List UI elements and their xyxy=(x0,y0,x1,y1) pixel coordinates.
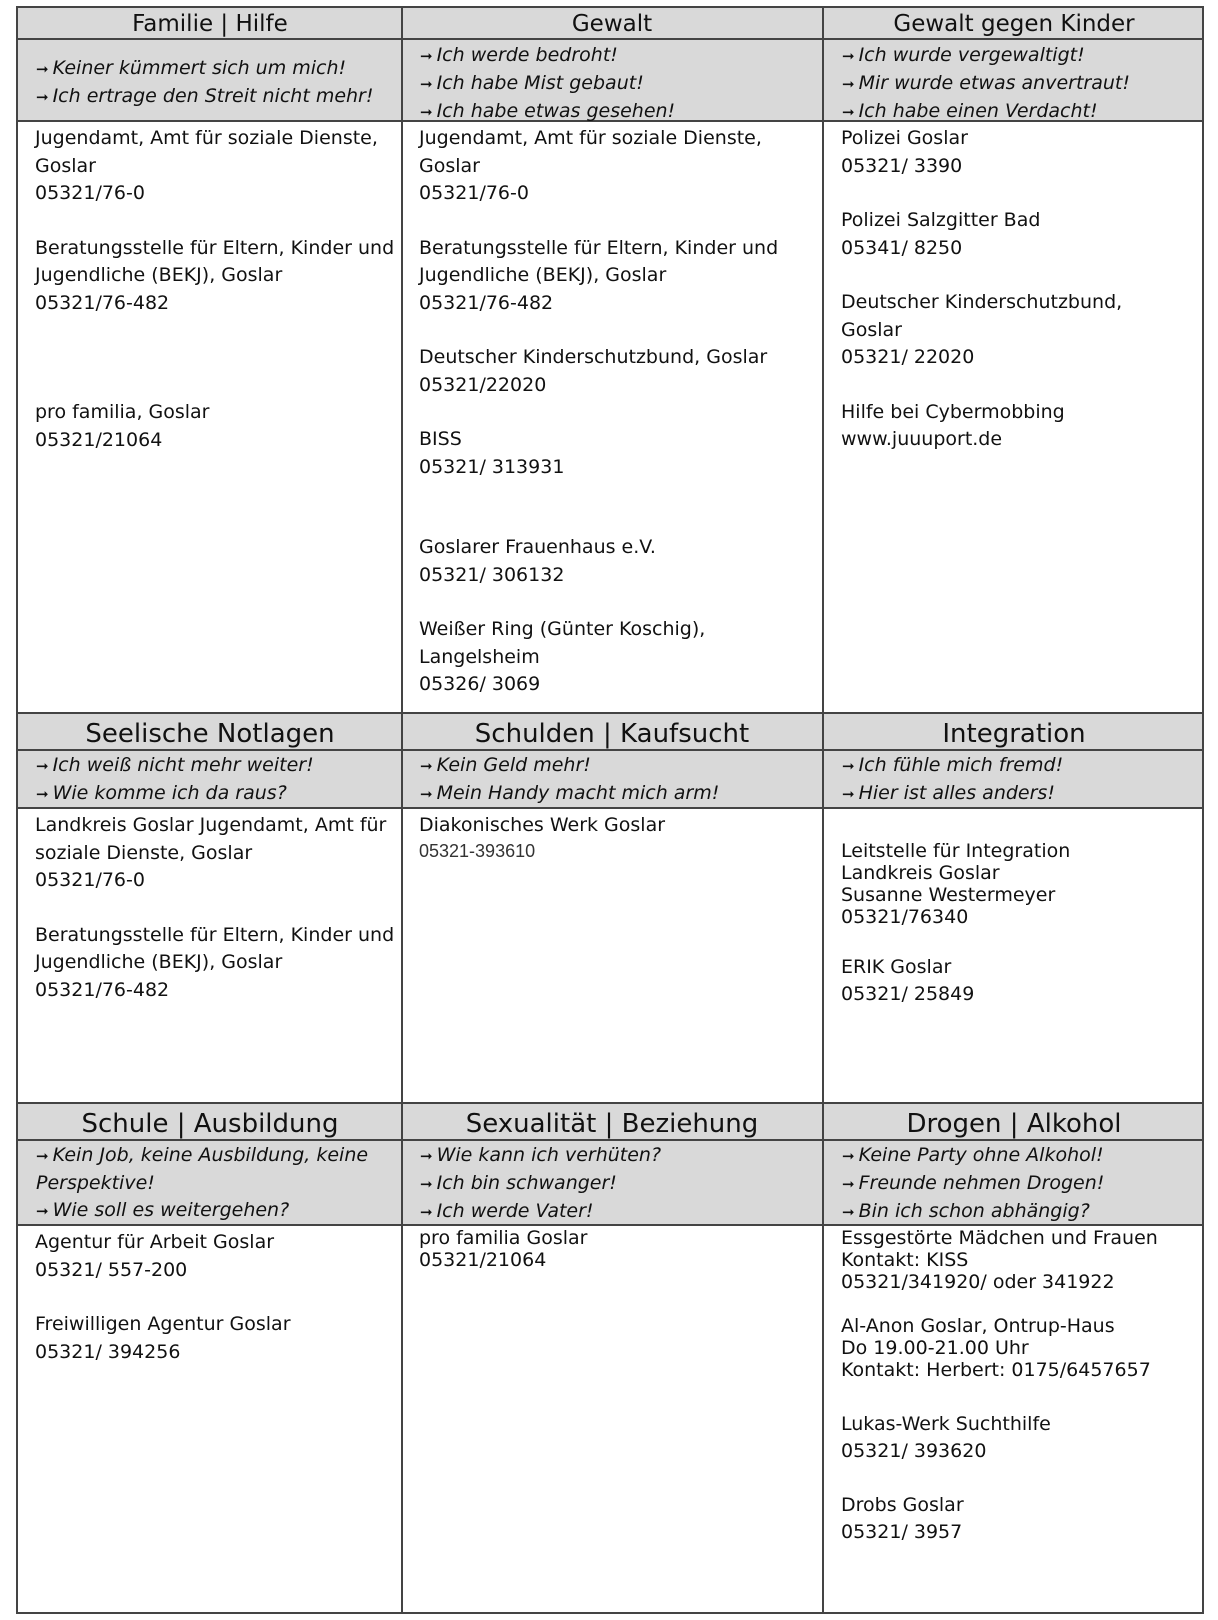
prompt-list xyxy=(824,42,1204,126)
contact-phone: 05321/ 3957 xyxy=(841,1521,963,1543)
rule-title-2 xyxy=(18,749,1202,751)
contact-phone: 05321/76340 xyxy=(841,906,969,928)
contact-phone: 05321/ 557-200 xyxy=(35,1258,188,1281)
prompt-item: ➞ Keine Party ohne Alkohol! xyxy=(842,1144,1104,1166)
contact-entry xyxy=(419,344,816,399)
section-title: Gewalt xyxy=(571,11,653,37)
contact-phone: 05321/76-0 xyxy=(35,869,145,891)
contact-link[interactable]: www.juuuport.de xyxy=(841,428,1003,450)
contact-phone: 05321/22020 xyxy=(419,373,547,396)
prompt-item: ➞ Ich fühle mich fremd! xyxy=(842,754,1064,776)
arrow-icon: ➞ xyxy=(420,1147,433,1165)
arrow-icon: ➞ xyxy=(842,757,855,775)
contact-entry xyxy=(841,289,1198,372)
rule-title-1 xyxy=(18,38,1202,40)
arrow-icon: ➞ xyxy=(36,757,49,775)
contact-line: Jugendamt, Amt für soziale Dienste, xyxy=(35,127,378,149)
contact-line: Goslar xyxy=(35,154,96,177)
help-directory-table xyxy=(16,6,1204,1614)
arrow-icon: ➞ xyxy=(420,1203,433,1221)
contact-list xyxy=(402,812,822,862)
contact-entry xyxy=(35,812,396,895)
prompt-item: ➞ Kein Geld mehr! xyxy=(420,754,591,776)
contact-line: Landkreis Goslar xyxy=(841,862,1000,884)
prompt-item: ➞ Ich habe Mist gebaut! xyxy=(420,72,644,94)
arrow-icon: ➞ xyxy=(842,1175,855,1193)
contact-line: Beratungsstelle für Eltern, Kinder und xyxy=(35,236,395,259)
contact-line: Deutscher Kinderschutzbund, Goslar xyxy=(419,346,768,368)
section-title: Sexualität | Beziehung xyxy=(465,1109,759,1139)
arrow-icon: ➞ xyxy=(842,785,855,803)
section-title: Seelische Notlagen xyxy=(85,719,335,749)
section-title: Familie | Hilfe xyxy=(132,11,288,37)
contact-line: Goslar xyxy=(841,318,902,341)
arrow-icon: ➞ xyxy=(842,103,855,121)
contact-entry xyxy=(35,125,396,208)
contact-phone: Kontakt: Herbert: 0175/6457657 xyxy=(841,1359,1151,1381)
prompt-item: ➞ Wie soll es weitergehen? xyxy=(36,1199,290,1221)
contact-entry xyxy=(841,125,1198,180)
prompt-item: ➞ Ich bin schwanger! xyxy=(420,1172,617,1194)
contact-line: Deutscher Kinderschutzbund, xyxy=(841,291,1123,313)
contact-phone: 05326/ 3069 xyxy=(419,673,541,695)
contact-phone: 05321/ 394256 xyxy=(35,1340,181,1363)
contact-phone: 05321/ 393620 xyxy=(841,1440,987,1462)
contact-line: Jugendamt, Amt für soziale Dienste, xyxy=(419,127,762,149)
contact-phone: 05321/21064 xyxy=(419,1249,547,1271)
prompt-item: ➞ Kein Job, keine Ausbildung, keine Perspektive! xyxy=(36,1144,369,1194)
prompt-list xyxy=(402,752,822,808)
contact-line: Do 19.00-21.00 Uhr xyxy=(841,1337,1029,1359)
prompt-item: ➞ Wie kann ich verhüten? xyxy=(420,1144,662,1166)
contact-list xyxy=(402,1227,822,1271)
arrow-icon: ➞ xyxy=(842,1147,855,1165)
prompt-list xyxy=(824,1142,1204,1226)
contact-line: Essgestörte Mädchen und Frauen xyxy=(841,1227,1158,1249)
prompt-list xyxy=(18,752,402,808)
contact-phone: 05341/ 8250 xyxy=(841,236,963,259)
arrow-icon: ➞ xyxy=(36,88,49,106)
prompt-item: ➞ Keiner kümmert sich um mich! xyxy=(36,57,347,79)
contact-phone: 05321-393610 xyxy=(419,840,536,861)
prompt-list xyxy=(402,1142,822,1226)
prompt-item: ➞ Mir wurde etwas anvertraut! xyxy=(842,72,1130,94)
contact-entry xyxy=(841,1492,1198,1546)
arrow-icon: ➞ xyxy=(36,1202,49,1220)
contact-phone: 05321/ 22020 xyxy=(841,346,975,368)
arrow-icon: ➞ xyxy=(420,103,433,121)
contact-line: Goslar xyxy=(419,154,480,177)
arrow-icon: ➞ xyxy=(420,1175,433,1193)
arrow-icon: ➞ xyxy=(36,785,49,803)
contact-entry xyxy=(841,1411,1198,1465)
contact-list xyxy=(824,840,1204,1008)
contact-phone: 05321/ 306132 xyxy=(419,563,565,586)
contact-line: Goslarer Frauenhaus e.V. xyxy=(419,536,656,558)
contact-line: Landkreis Goslar Jugendamt, Amt für xyxy=(35,814,387,836)
prompt-item: ➞ Hier ist alles anders! xyxy=(842,782,1055,804)
prompt-item: ➞ Ich wurde vergewaltigt! xyxy=(842,44,1085,66)
prompt-item: ➞ Ich habe einen Verdacht! xyxy=(842,100,1098,122)
rule-title-3 xyxy=(18,1139,1202,1141)
arrow-icon: ➞ xyxy=(842,75,855,93)
contact-line: Drobs Goslar xyxy=(841,1494,964,1516)
contact-entry xyxy=(35,922,396,1005)
contact-list xyxy=(824,1227,1204,1546)
prompt-item: ➞ Wie komme ich da raus? xyxy=(36,782,287,804)
prompt-item: ➞ Ich ertrage den Streit nicht mehr! xyxy=(36,85,374,107)
contact-line: Freiwilligen Agentur Goslar xyxy=(35,1313,291,1335)
contact-entry xyxy=(35,399,396,454)
prompt-item: ➞ Ich werde bedroht! xyxy=(420,44,618,66)
contact-entry xyxy=(419,1227,816,1271)
contact-list xyxy=(18,125,402,454)
contact-line: Agentur für Arbeit Goslar xyxy=(35,1231,275,1253)
contact-phone: 05321/ 313931 xyxy=(419,455,565,478)
contact-entry xyxy=(841,399,1198,454)
contact-line: Beratungsstelle für Eltern, Kinder und xyxy=(35,923,395,946)
arrow-icon: ➞ xyxy=(420,757,433,775)
section-title: Integration xyxy=(942,719,1086,749)
contact-entry xyxy=(841,954,1198,1008)
contact-phone: 05321/76-482 xyxy=(419,291,554,314)
contact-entry xyxy=(35,1229,396,1284)
section-title: Schulden | Kaufsucht xyxy=(474,719,750,749)
prompt-list xyxy=(402,42,822,126)
prompt-item: ➞ Ich werde Vater! xyxy=(420,1200,594,1222)
contact-line: Polizei Salzgitter Bad xyxy=(841,209,1041,231)
prompt-list xyxy=(18,55,402,111)
contact-list xyxy=(18,812,402,1004)
contact-line: ERIK Goslar xyxy=(841,956,952,978)
contact-entry xyxy=(419,125,816,208)
contact-list xyxy=(824,125,1204,454)
contact-line: Weißer Ring (Günter Koschig), Langelsheim xyxy=(419,618,712,668)
contact-line: Jugendliche (BEKJ), Goslar xyxy=(35,264,283,286)
contact-phone: 05321/21064 xyxy=(35,428,163,451)
prompt-item: ➞ Ich weiß nicht mehr weiter! xyxy=(36,754,314,776)
contact-line: Al-Anon Goslar, Ontrup-Haus xyxy=(841,1315,1115,1337)
prompt-list xyxy=(824,752,1204,808)
contact-entry xyxy=(841,1315,1198,1381)
contact-phone: 05321/76-0 xyxy=(419,182,529,204)
contact-list xyxy=(18,1229,402,1366)
contact-entry xyxy=(419,534,816,589)
contact-entry xyxy=(419,616,816,699)
contact-list xyxy=(402,125,822,699)
contact-line: Kontakt: KISS xyxy=(841,1249,969,1271)
contact-line: BISS xyxy=(419,428,462,450)
arrow-icon: ➞ xyxy=(420,75,433,93)
contact-line: Lukas-Werk Suchthilfe xyxy=(841,1413,1051,1435)
prompt-item: ➞ Freunde nehmen Drogen! xyxy=(842,1172,1105,1194)
contact-entry xyxy=(419,812,816,862)
contact-entry xyxy=(841,840,1198,928)
prompt-item: ➞ Bin ich schon abhängig? xyxy=(842,1200,1090,1222)
contact-phone: 05321/ 3390 xyxy=(841,154,963,177)
contact-line: Hilfe bei Cybermobbing xyxy=(841,400,1065,423)
contact-phone: 05321/76-0 xyxy=(35,182,145,204)
contact-line: Susanne Westermeyer xyxy=(841,884,1056,906)
section-title: Gewalt gegen Kinder xyxy=(893,11,1135,37)
contact-line: pro familia Goslar xyxy=(419,1227,588,1249)
contact-entry xyxy=(841,1227,1198,1293)
contact-line: Jugendliche (BEKJ), Goslar xyxy=(35,951,283,973)
contact-entry xyxy=(419,235,816,318)
arrow-icon: ➞ xyxy=(420,785,433,803)
contact-entry xyxy=(419,426,816,481)
arrow-icon: ➞ xyxy=(842,47,855,65)
contact-entry xyxy=(841,207,1198,262)
arrow-icon: ➞ xyxy=(420,47,433,65)
contact-phone: 05321/76-482 xyxy=(35,978,170,1001)
arrow-icon: ➞ xyxy=(36,60,49,78)
contact-entry xyxy=(35,1311,396,1366)
contact-line: soziale Dienste, Goslar xyxy=(35,841,253,864)
prompt-item: ➞ Mein Handy macht mich arm! xyxy=(420,782,720,804)
contact-line: pro familia, Goslar xyxy=(35,401,210,423)
contact-phone: 05321/ 25849 xyxy=(841,983,975,1005)
contact-line: Beratungsstelle für Eltern, Kinder und xyxy=(419,236,779,259)
arrow-icon: ➞ xyxy=(36,1147,49,1165)
contact-line: Leitstelle für Integration xyxy=(841,840,1071,862)
contact-entry xyxy=(35,235,396,318)
contact-line: Polizei Goslar xyxy=(841,127,968,149)
section-title: Schule | Ausbildung xyxy=(81,1109,339,1139)
prompt-list xyxy=(18,1142,402,1225)
contact-phone: 05321/341920/ oder 341922 xyxy=(841,1271,1115,1293)
prompt-item: ➞ Ich habe etwas gesehen! xyxy=(420,100,676,122)
contact-line: Jugendliche (BEKJ), Goslar xyxy=(419,264,667,286)
contact-phone: 05321/76-482 xyxy=(35,291,170,314)
section-title: Drogen | Alkohol xyxy=(906,1109,1122,1139)
contact-line: Diakonisches Werk Goslar xyxy=(419,814,666,836)
arrow-icon: ➞ xyxy=(842,1203,855,1221)
